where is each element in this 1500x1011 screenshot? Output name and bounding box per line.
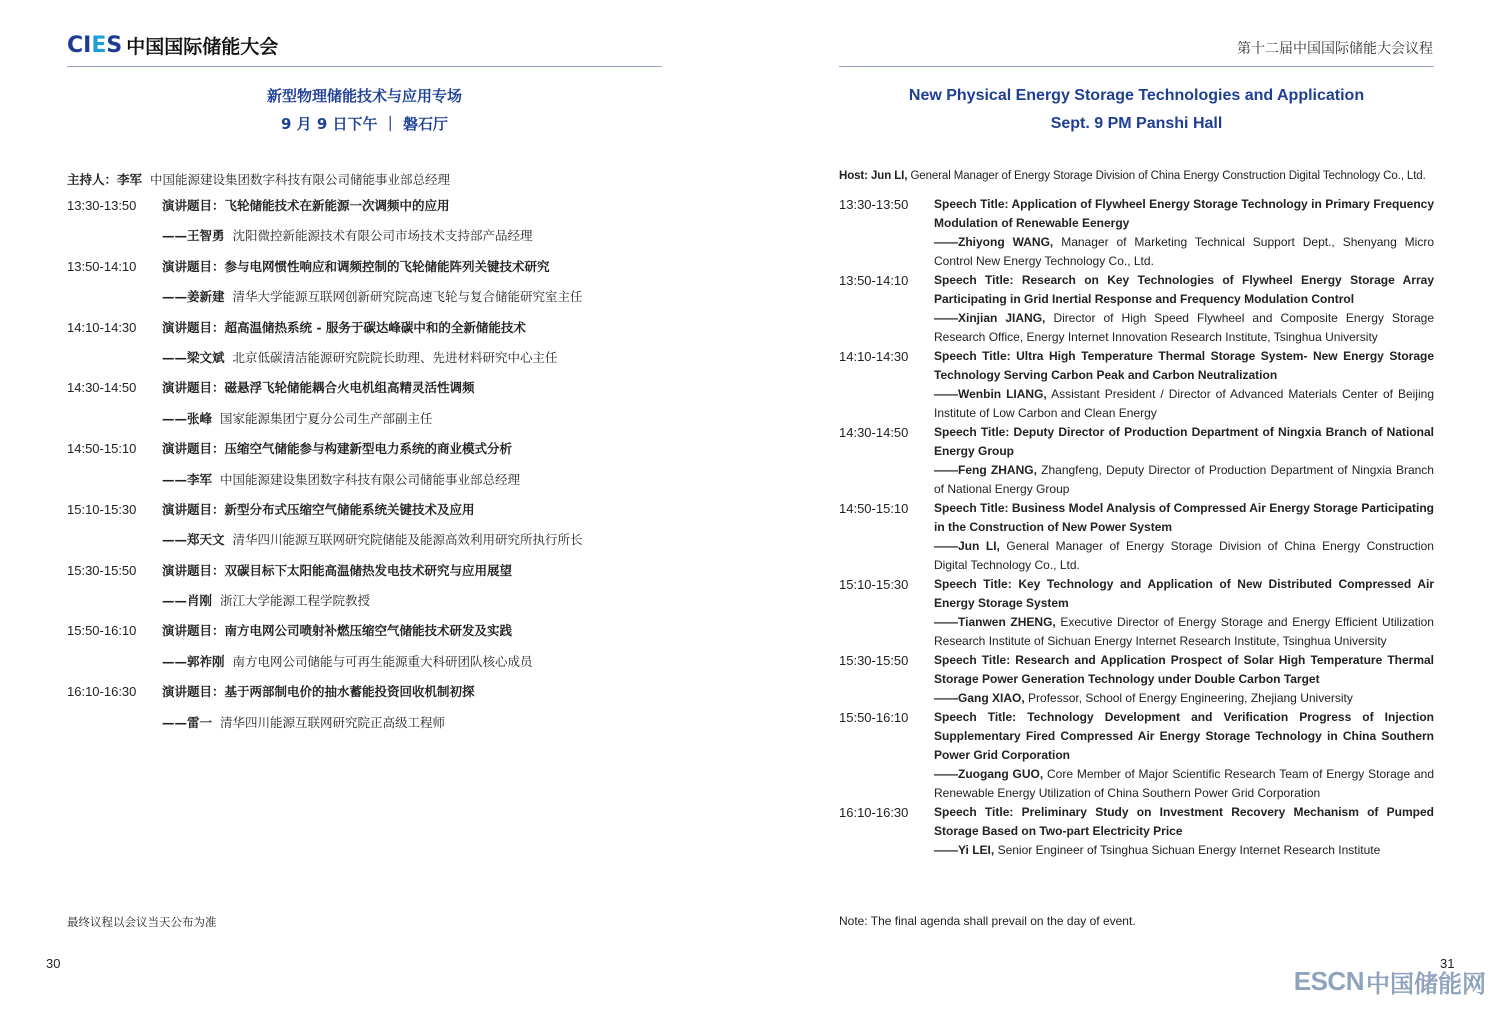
session-title-cn xyxy=(67,86,662,134)
speaker-en xyxy=(934,689,1434,708)
schedule-row-cn xyxy=(67,378,667,408)
speaker-cn xyxy=(162,409,433,429)
header-divider xyxy=(839,66,1434,67)
session-time: 15:30-15:50 xyxy=(67,562,137,578)
page-number-right: 31 xyxy=(1440,956,1455,971)
speaker-cn xyxy=(162,226,533,246)
watermark-en: ESCN xyxy=(1293,966,1364,996)
speech-title-en: Speech Title: Research and Application Prospect of Solar High Temperature Thermal Storage Power Generation Technology under Double Carbon Target xyxy=(934,653,1434,686)
speech-title-en: Speech Title: Research on Key Technologies of Flywheel Energy Storage Array Participating in Grid Inertial Response and Frequency Modulation Control xyxy=(934,273,1434,306)
session-time: 14:30-14:50 xyxy=(839,425,909,440)
speech-title-cn: 演讲题目：飞轮储能技术在新能源一次调频中的应用 xyxy=(162,198,450,213)
session-time: 14:50-15:10 xyxy=(67,441,137,457)
schedule-item-en xyxy=(839,499,1434,575)
schedule-item-en xyxy=(839,803,1434,860)
speaker-row-cn xyxy=(67,348,667,378)
speaker-row-cn xyxy=(67,591,667,621)
speaker-en xyxy=(934,309,1434,347)
speaker-name-en: ——Zuogang GUO, xyxy=(934,767,1044,781)
session-time: 13:50-14:10 xyxy=(67,258,137,274)
speaker-affiliation-en: Core Member of Major Scientific Research Team of Energy Storage and Renewable Energy Utilization of China Southern Power Grid Corporation xyxy=(934,767,1434,800)
speaker-affiliation-en: Executive Director of Energy Storage and Energy Efficient Utilization Research Institute of Sichuan Energy Internet Research Institute, Tsinghua University xyxy=(934,615,1434,648)
speaker-affiliation-en: Director of High Speed Flywheel and Composite Energy Storage Research Office, Energy Internet Innovation Research Institute, Tsinghua University xyxy=(934,311,1434,344)
speaker-en xyxy=(934,385,1434,423)
speech-title-en: Speech Title: Ultra High Temperature Thermal Storage System- New Energy Storage Technology Serving Carbon Peak and Carbon Neutralization xyxy=(934,349,1434,382)
schedule-body-en xyxy=(934,271,1434,347)
speaker-en xyxy=(934,537,1434,575)
schedule-body-en xyxy=(934,651,1434,708)
speaker-row-cn xyxy=(67,470,667,500)
speech-title-en: Speech Title: Preliminary Study on Investment Recovery Mechanism of Pumped Storage Based on Two-part Electricity Price xyxy=(934,805,1434,838)
session-time: 13:50-14:10 xyxy=(839,273,909,288)
schedule-row-cn xyxy=(67,682,667,712)
schedule-body-en xyxy=(934,195,1434,271)
speaker-cn xyxy=(162,348,558,368)
speaker-name-en: ——Yi LEI, xyxy=(934,843,995,857)
schedule-item-en xyxy=(839,347,1434,423)
schedule-item-en xyxy=(839,195,1434,271)
session-time: 16:10-16:30 xyxy=(67,684,137,700)
speech-title-cn: 演讲题目：双碳目标下太阳能高温储热发电技术研究与应用展望 xyxy=(162,562,513,578)
schedule-row-cn xyxy=(67,561,667,591)
speaker-affiliation-cn: 北京低碳清洁能源研究院院长助理、先进材料研究中心主任 xyxy=(232,349,558,365)
schedule-item-en xyxy=(839,651,1434,708)
speaker-name-en: ——Tianwen ZHENG, xyxy=(934,615,1056,629)
speech-title-cn: 演讲题目：参与电网惯性响应和调频控制的飞轮储能阵列关键技术研究 xyxy=(162,258,550,274)
speech-title-en: Speech Title: Key Technology and Application of New Distributed Compressed Air Energy Storage System xyxy=(934,577,1434,610)
schedule-row-cn xyxy=(67,500,667,530)
header-divider xyxy=(67,66,662,67)
schedule-body-en xyxy=(934,803,1434,860)
speaker-en xyxy=(934,765,1434,803)
host-label-cn: 主持人：李军 xyxy=(67,172,143,187)
session-time: 14:30-14:50 xyxy=(67,380,137,396)
session-time-venue-cn: 9 月 9 日下午 ｜ 磐石厅 xyxy=(281,115,448,133)
speaker-affiliation-en: General Manager of Energy Storage Division of China Energy Construction Digital Technology Co., Ltd. xyxy=(934,539,1434,572)
speech-title-en: Speech Title: Deputy Director of Production Department of Ningxia Branch of National Energy Group xyxy=(934,425,1434,458)
session-name-cn: 新型物理储能技术与应用专场 xyxy=(266,87,462,105)
schedule-item-en xyxy=(839,575,1434,651)
speaker-name-en: ——Xinjian JIANG, xyxy=(934,311,1046,325)
session-title-en xyxy=(839,86,1434,134)
session-time: 14:50-15:10 xyxy=(839,501,909,516)
speaker-affiliation-cn: 清华四川能源互联网研究院正高级工程师 xyxy=(220,714,446,730)
schedule-row-cn xyxy=(67,196,667,226)
schedule-cn xyxy=(67,196,667,743)
schedule-item-en xyxy=(839,708,1434,803)
session-time: 15:50-16:10 xyxy=(839,710,909,725)
speaker-affiliation-cn: 清华大学能源互联网创新研究院高速飞轮与复合储能研究室主任 xyxy=(232,289,583,305)
speaker-name-cn: ——郭祚刚 xyxy=(162,653,225,669)
speaker-name-cn: ——姜新建 xyxy=(162,289,225,305)
speaker-name-cn: ——李军 xyxy=(162,471,213,487)
session-time: 15:10-15:30 xyxy=(67,501,137,517)
speaker-affiliation-cn: 清华四川能源互联网研究院储能及能源高效利用研究所执行所长 xyxy=(232,532,583,548)
speaker-cn xyxy=(162,470,520,490)
escn-watermark xyxy=(1294,964,1486,999)
speaker-en xyxy=(934,233,1434,271)
session-time: 15:50-16:10 xyxy=(67,623,137,639)
schedule-item-en xyxy=(839,423,1434,499)
speaker-row-cn xyxy=(67,652,667,682)
speaker-name-en: ——Gang XIAO, xyxy=(934,691,1025,705)
speaker-name-cn: ——梁文斌 xyxy=(162,349,225,365)
speaker-affiliation-en: Assistant President / Director of Advanced Materials Center of Beijing Institute of Low Carbon and Clean Energy xyxy=(934,387,1434,420)
speaker-en xyxy=(934,461,1434,499)
host-affiliation-en: General Manager of Energy Storage Division of China Energy Construction Digital Technology Co., Ltd. xyxy=(910,170,1426,182)
speaker-affiliation-cn: 国家能源集团宁夏分公司生产部副主任 xyxy=(220,410,433,426)
schedule-row-cn xyxy=(67,257,667,287)
speaker-en xyxy=(934,841,1434,860)
page-number-left: 30 xyxy=(46,956,61,971)
schedule-body-en xyxy=(934,575,1434,651)
schedule-body-en xyxy=(934,708,1434,803)
speaker-affiliation-en: Manager of Marketing Technical Support Dept., Shenyang Micro Control New Energy Technology Co., Ltd. xyxy=(934,235,1435,268)
session-time: 14:10-14:30 xyxy=(67,319,137,335)
host-line-en xyxy=(839,170,1439,182)
schedule-body-en xyxy=(934,499,1434,575)
speaker-name-cn: ——肖刚 xyxy=(162,593,213,609)
speaker-affiliation-cn: 沈阳微控新能源技术有限公司市场技术支持部产品经理 xyxy=(232,228,533,244)
speaker-en xyxy=(934,613,1434,651)
schedule-row-cn xyxy=(67,318,667,348)
session-name-en: New Physical Energy Storage Technologies and Application xyxy=(908,87,1365,104)
speech-title-cn: 演讲题目：磁悬浮飞轮储能耦合火电机组高精灵活性调频 xyxy=(162,380,475,396)
logo-mark: CIES xyxy=(67,32,123,58)
speech-title-en: Speech Title: Technology Development and Verification Progress of Injection Supplementary Fired Compressed Air Energy Storage Technology in China Southern Power Grid Corporation xyxy=(934,710,1434,762)
speaker-cn xyxy=(162,652,533,672)
right-page xyxy=(750,0,1500,1011)
speech-title-cn: 演讲题目：南方电网公司喷射补燃压缩空气储能技术研发及实践 xyxy=(162,623,513,639)
speaker-affiliation-cn: 浙江大学能源工程学院教授 xyxy=(220,593,371,609)
speaker-row-cn xyxy=(67,713,667,743)
speaker-name-en: ——Jun LI, xyxy=(934,539,1000,553)
session-time: 16:10-16:30 xyxy=(839,805,909,820)
speaker-affiliation-cn: 南方电网公司储能与可再生能源重大科研团队核心成员 xyxy=(232,653,533,669)
speech-title-cn: 演讲题目：基于两部制电价的抽水蓄能投资回收机制初探 xyxy=(162,684,475,700)
schedule-en xyxy=(839,195,1434,860)
speaker-row-cn xyxy=(67,287,667,317)
speaker-affiliation-en: Senior Engineer of Tsinghua Sichuan Energy Internet Research Institute xyxy=(997,843,1381,857)
session-time: 15:10-15:30 xyxy=(839,577,909,592)
speaker-affiliation-en: Professor, School of Energy Engineering, Zhejiang University xyxy=(1028,691,1353,705)
conference-agenda-header: 第十二届中国国际储能大会议程 xyxy=(1237,41,1433,57)
speaker-row-cn xyxy=(67,226,667,256)
speaker-cn xyxy=(162,713,445,733)
agenda-note-cn: 最终议程以会议当天公布为准 xyxy=(67,915,217,929)
host-affiliation-cn: 中国能源建设集团数字科技有限公司储能事业部总经理 xyxy=(149,172,450,187)
agenda-note-en: Note: The final agenda shall prevail on the day of event. xyxy=(839,914,1136,928)
schedule-body-en xyxy=(934,347,1434,423)
session-time: 13:30-13:50 xyxy=(839,197,909,212)
schedule-body-en xyxy=(934,423,1434,499)
speaker-affiliation-cn: 中国能源建设集团数字科技有限公司储能事业部总经理 xyxy=(220,471,521,487)
schedule-item-en xyxy=(839,271,1434,347)
speaker-name-en: ——Feng ZHANG, xyxy=(934,463,1037,477)
speaker-name-cn: ——王智勇 xyxy=(162,228,225,244)
speaker-name-cn: ——郑天文 xyxy=(162,532,225,548)
session-time: 14:10-14:30 xyxy=(839,349,909,364)
host-line-cn xyxy=(67,170,450,188)
speech-title-cn: 演讲题目：压缩空气储能参与构建新型电力系统的商业模式分析 xyxy=(162,441,513,457)
speaker-cn xyxy=(162,287,583,307)
speech-title-cn: 演讲题目：超高温储热系统 - 服务于碳达峰碳中和的全新储能技术 xyxy=(162,319,526,335)
speaker-name-cn: ——张峰 xyxy=(162,410,213,426)
speaker-row-cn xyxy=(67,530,667,560)
speaker-name-en: ——Wenbin LIANG, xyxy=(934,387,1047,401)
speech-title-en: Speech Title: Business Model Analysis of Compressed Air Energy Storage Participating in the Construction of New Power System xyxy=(934,501,1434,534)
session-time-venue-en: Sept. 9 PM Panshi Hall xyxy=(1050,115,1223,132)
schedule-row-cn xyxy=(67,621,667,651)
speaker-row-cn xyxy=(67,409,667,439)
cies-logo xyxy=(67,32,278,58)
host-label-en: Host: Jun LI, xyxy=(839,170,908,182)
session-time: 15:30-15:50 xyxy=(839,653,909,668)
logo-text: 中国国际储能大会 xyxy=(126,35,279,58)
speaker-cn xyxy=(162,591,370,611)
watermark-cn: 中国储能网 xyxy=(1366,970,1486,998)
speaker-name-en: ——Zhiyong WANG, xyxy=(934,235,1054,249)
speech-title-cn: 演讲题目：新型分布式压缩空气储能系统关键技术及应用 xyxy=(162,501,475,517)
speaker-affiliation-en: Zhangfeng, Deputy Director of Production Department of Ningxia Branch of National Energy Group xyxy=(934,463,1434,496)
speech-title-en: Speech Title: Application of Flywheel Energy Storage Technology in Primary Frequency Modulation of Renewable Eenergy xyxy=(934,197,1434,230)
schedule-row-cn xyxy=(67,439,667,469)
speaker-name-cn: ——雷一 xyxy=(162,714,213,730)
speaker-cn xyxy=(162,530,583,550)
session-time: 13:30-13:50 xyxy=(67,198,137,213)
